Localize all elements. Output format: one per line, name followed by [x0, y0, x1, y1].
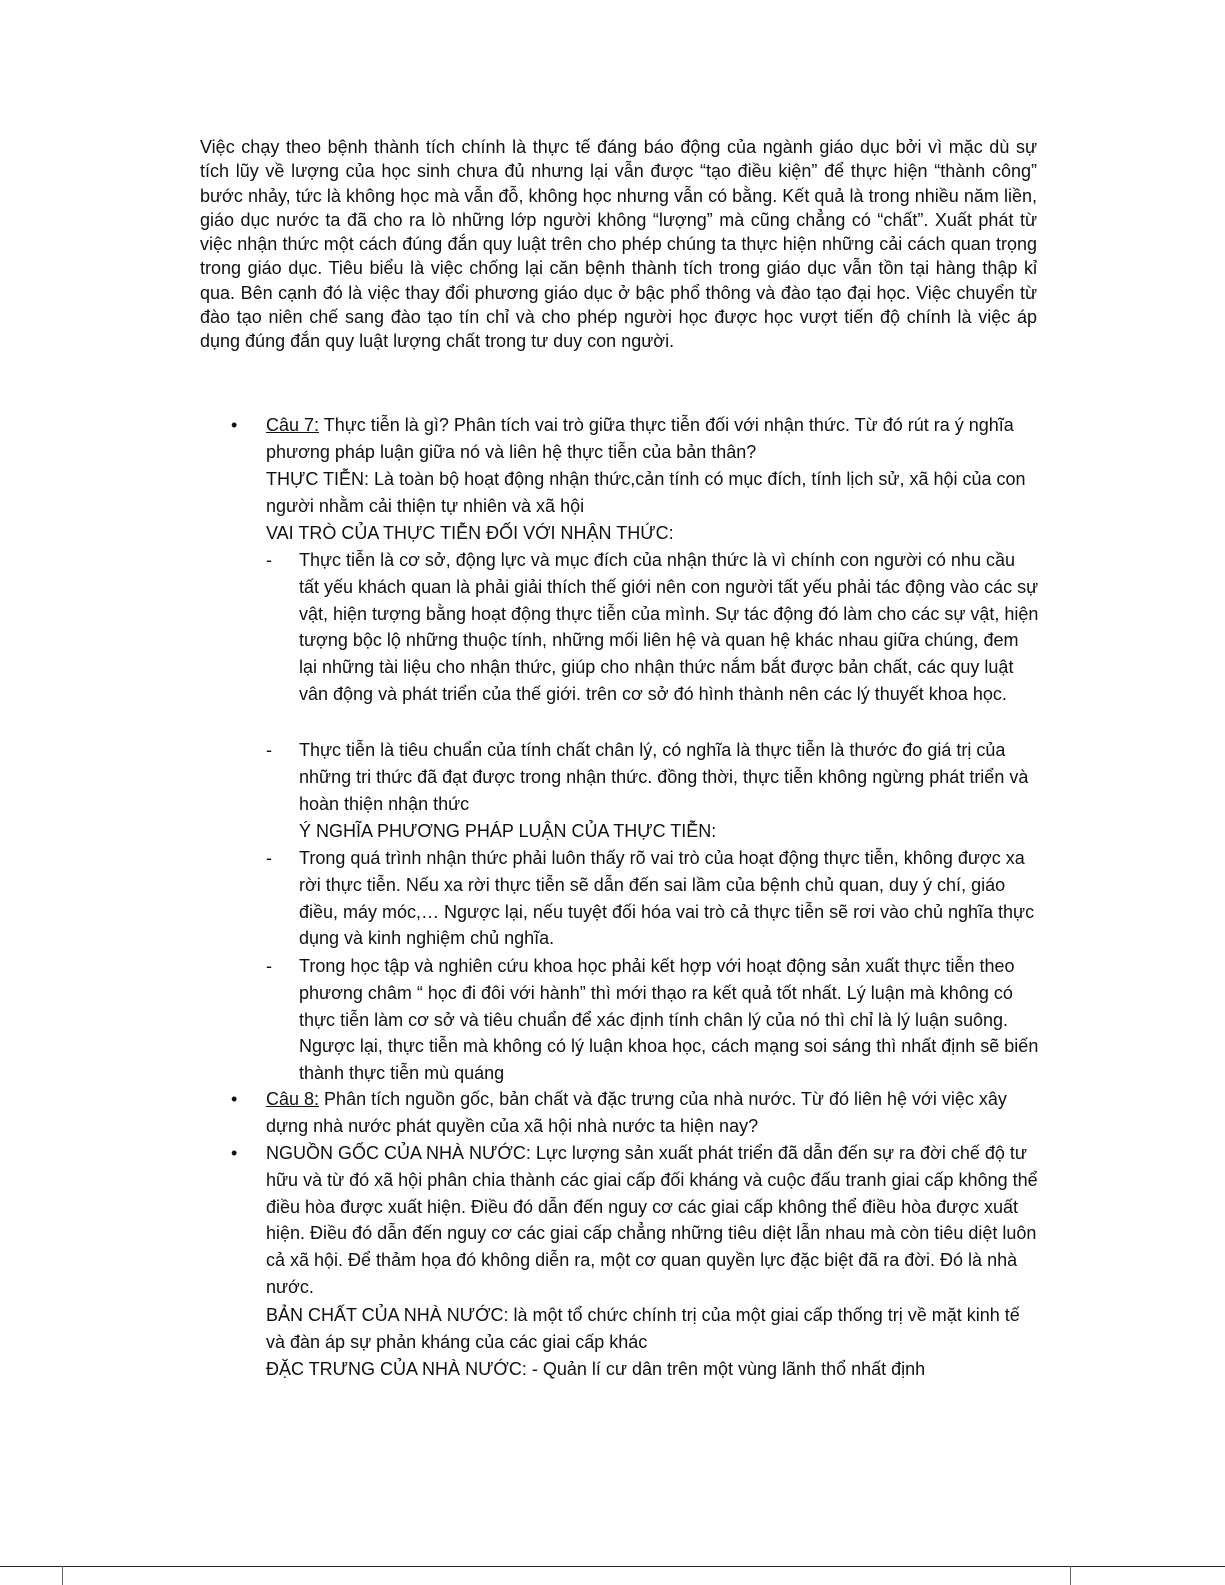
dash-icon: -: [266, 550, 272, 570]
meaning-item-text: Trong quá trình nhận thức phải luôn thấy rõ vai trò của hoạt động thực tiễn, không được xa rời thực tiễn. Nếu xa rời thực tiễn sẽ dẫn đến sai lầm của bệnh chủ quan, duy ý chí, giáo điều, máy móc,… Ngược lại, nếu tuyệt đối hóa vai trò cả thực tiễn sẽ rơi vào chủ nghĩa thực dụng và kinh nghiệm chủ nghĩa.: [299, 848, 1035, 949]
bullet-icon: •: [231, 1089, 238, 1109]
role-item-text: Thực tiễn là cơ sở, động lực và mục đích của nhận thức là vì chính con người có nhu cầu tất yếu khách quan là phải giải thích thế giới nên con người tất yếu phải tác động vào các sự vật, hiện tượng bằng hoạt động thực tiễn của mình. Sự tác động đó làm cho các sự vật, hiện tượng bộc lộ những thuộc tính, những mối liên hệ và quan hệ khác nhau giữa chúng, đem lại những tài liệu cho nhận thức, giúp cho nhận thức nắm bắt được bản chất, các quy luật vân động và phát triển của thế giới. trên cơ sở đó hình thành nên các lý thuyết khoa học.: [299, 550, 1039, 704]
meaning-heading: Ý NGHĨA PHƯƠNG PHÁP LUẬN CỦA THỰC TIỄN:: [299, 821, 717, 841]
dash-icon: -: [266, 848, 272, 868]
question-8-text: [266, 1086, 1039, 1140]
bullet-icon: •: [231, 1143, 238, 1163]
page-corner-mark: [1070, 1566, 1071, 1585]
bullet-icon: •: [231, 415, 238, 435]
question-7-question: Thực tiễn là gì? Phân tích vai trò giữa thực tiễn đối với nhận thức. Từ đó rút ra ý nghĩa phương pháp luận giữa nó và liên hệ thực tiễn của bản thân?: [266, 415, 1014, 462]
question-7-text: [266, 412, 1039, 466]
question-8-question: Phân tích nguồn gốc, bản chất và đặc trưng của nhà nước. Từ đó liên hệ với việc xây dựng nhà nước phát quyền của xã hội nhà nước ta hiện nay?: [266, 1089, 1007, 1136]
state-features: ĐẶC TRƯNG CỦA NHÀ NƯỚC: - Quản lí cư dân trên một vùng lãnh thổ nhất định: [266, 1359, 926, 1379]
state-nature: BẢN CHẤT CỦA NHÀ NƯỚC: là một tổ chức chính trị của một giai cấp thống trị về mặt kinh tế và đàn áp sự phản kháng của các giai cấp khác: [266, 1305, 1020, 1352]
question-7-label: Câu 7:: [266, 415, 320, 435]
question-8-label: Câu 8:: [266, 1089, 320, 1109]
page-bottom-divider: [0, 1566, 1225, 1567]
intro-paragraph: Việc chạy theo bệnh thành tích chính là thực tế đáng báo động của ngành giáo dục bởi vì mặc dù sự tích lũy về lượng của học sinh chưa đủ nhưng lại vẫn được “tạo điều kiện” để thực hiện “thành công” bước nhảy, tức là không học mà vẫn đỗ, không học nhưng vẫn có bằng. Kết quả là trong nhiều năm liền, giáo dục nước ta đã cho ra lò những lớp người không “lượng” mà cũng chẳng có “chất”. Xuất phát từ việc nhận thức một cách đúng đắn quy luật trên cho phép chúng ta thực hiện những cải cách quan trọng trong giáo dục. Tiêu biểu là việc chống lại căn bệnh thành tích trong giáo dục vẫn tồn tại hàng thập kỉ qua. Bên cạnh đó là việc thay đổi phương giáo dục ở bậc phổ thông và đào tạo đại học. Việc chuyển từ đào tạo niên chế sang đào tạo tín chỉ và cho phép người học được học vượt tiến độ chính là việc áp dụng đúng đắn quy luật lượng chất trong tư duy con người.: [200, 137, 1037, 352]
dash-icon: -: [266, 740, 272, 760]
meaning-item-text: Trong học tập và nghiên cứu khoa học phải kết hợp với hoạt động sản xuất thực tiễn theo phương châm “ học đi đôi với hành” thì mới thạo ra kết quả tốt nhất. Lý luận mà không có thực tiễn làm cơ sở và tiêu chuẩn để xác định tính chân lý của nó thì chỉ là lý luận suông. Ngược lại, thực tiễn mà không có lý luận khoa học, cách mạng soi sáng thì nhất định sẽ biến thành thực tiễn mù quáng: [299, 956, 1039, 1084]
page-corner-mark: [62, 1566, 63, 1585]
role-heading: VAI TRÒ CỦA THỰC TIỄN ĐỐI VỚI NHẬN THỨC:: [266, 523, 674, 543]
dash-icon: -: [266, 956, 272, 976]
role-item-text: Thực tiễn là tiêu chuẩn của tính chất chân lý, có nghĩa là thực tiễn là thước đo giá trị của những tri thức đã đạt được trong nhận thức. đồng thời, thực tiễn không ngừng phát triển và hoàn thiện nhận thức: [299, 740, 1029, 814]
state-origin: NGUỒN GỐC CỦA NHÀ NƯỚC: Lực lượng sản xuất phát triển đã dẫn đến sự ra đời chế độ tư hữu và từ đó xã hội phân chia thành các giai cấp đối kháng và cuộc đấu tranh giai cấp không thể điều hòa được xuất hiện. Điều đó dẫn đến nguy cơ các giai cấp không thể điều hòa được xuất hiện. Điều đó dẫn đến nguy cơ các giai cấp chẳng những tiêu diệt lẫn nhau mà còn tiêu diệt luôn cả xã hội. Để thảm họa đó không diễn ra, một cơ quan quyền lực đặc biệt đã ra đời. Đó là nhà nước.: [266, 1143, 1038, 1297]
practice-definition: THỰC TIỄN: Là toàn bộ hoạt động nhận thức,cản tính có mục đích, tính lịch sử, xã hội của con người nhằm cải thiện tự nhiên và xã hội: [266, 469, 1026, 516]
